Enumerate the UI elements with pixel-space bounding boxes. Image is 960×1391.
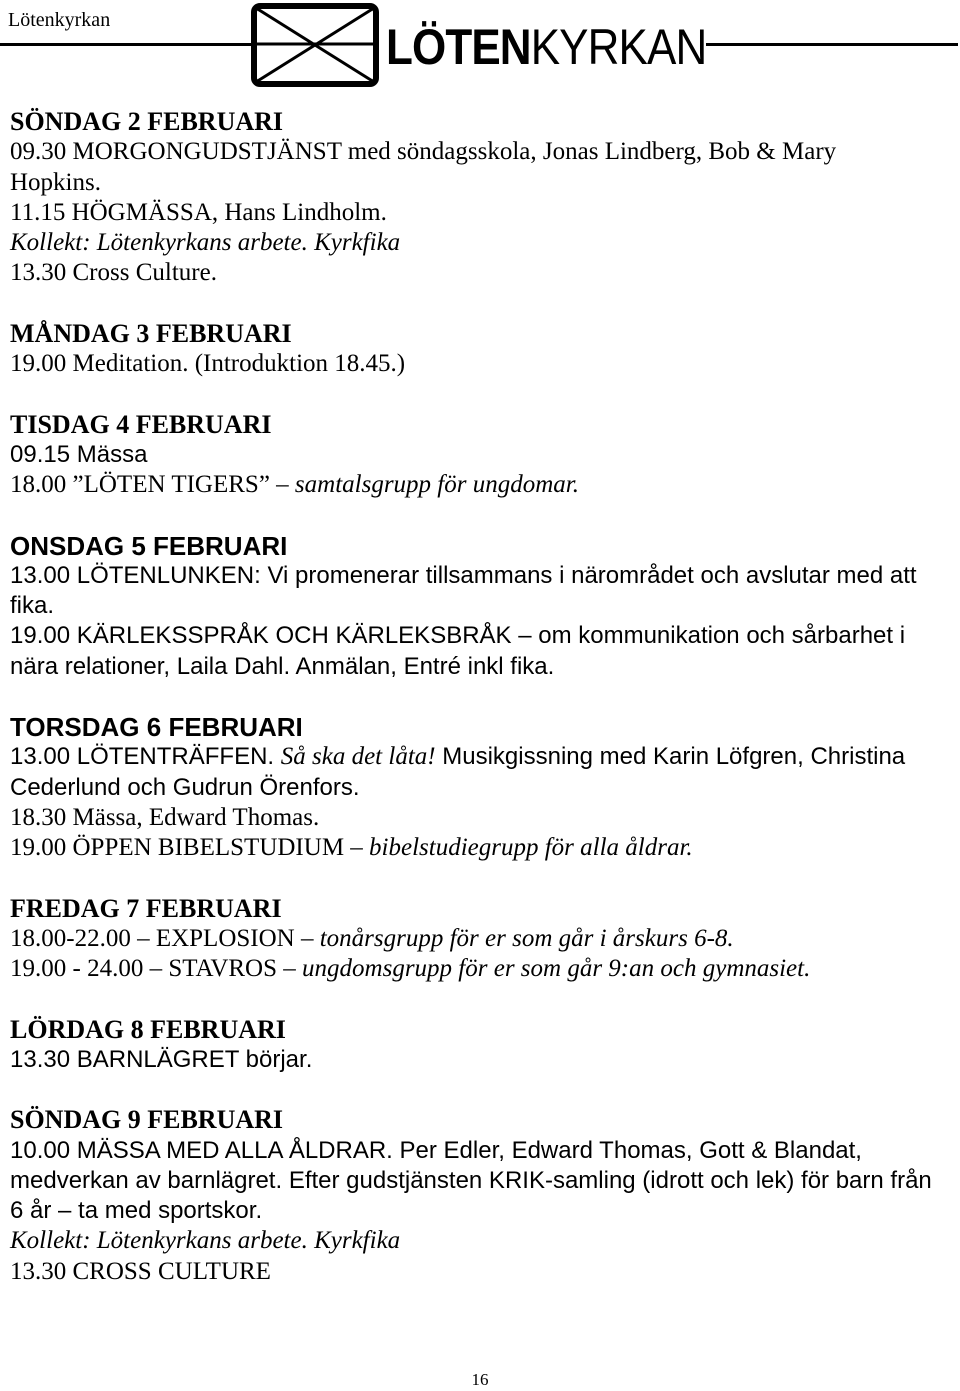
logo-text-bold: LÖTEN [386,19,531,75]
event-line: fika. [10,592,55,619]
event-line: 6 år – ta med sportskor. [10,1197,263,1224]
day-heading: LÖRDAG 8 FEBRUARI [10,1014,286,1044]
day-torsdag-6-februari [10,712,950,863]
event-line: 09.30 MORGONGUDSTJÄNST med söndagsskola, Jonas Lindberg, Bob & Mary [10,138,837,166]
day-heading: ONSDAG 5 FEBRUARI [10,530,288,561]
event-line: Hopkins. [10,168,101,196]
event-title: 18.00-22.00 – EXPLOSION – [10,924,320,952]
collection-note: Kollekt: Lötenkyrkans arbete. Kyrkfika [10,1227,401,1255]
event-title: 19.00 - 24.00 – STAVROS – [10,955,303,982]
day-tisdag-4-februari [10,410,950,501]
event-description: bibelstudiegrupp för alla åldrar. [369,834,693,861]
event-line: 18.30 Mässa, Edward Thomas. [10,803,320,831]
event-line: nära relationer, Laila Dahl. Anmälan, Entré inkl fika. [10,652,555,680]
day-heading: TISDAG 4 FEBRUARI [10,409,272,439]
running-header: Lötenkyrkan [8,9,111,31]
day-heading: MÅNDAG 3 FEBRUARI [10,318,292,348]
logo-wordmark [386,19,707,75]
calendar-content [10,107,950,1317]
event-line [10,833,950,863]
event-line [10,954,950,984]
day-sondag-9-februari [10,1105,950,1287]
event-line: 19.00 KÄRLEKSSPRÅK OCH KÄRLEKSBRÅK – om kommunikation och sårbarhet i [10,622,906,650]
header-rule-right [706,43,958,46]
event-title: 19.00 ÖPPEN BIBELSTUDIUM – [10,834,370,861]
page-number: 16 [471,1370,489,1389]
event-line: 09.15 Mässa [10,440,148,468]
logo-text-light: KYRKAN [530,19,707,75]
header-rule-left [0,43,252,46]
church-window-cross-icon [250,2,380,88]
event-line: medverkan av barnlägret. Efter gudstjänsten KRIK-samling (idrott och lek) för barn från [10,1166,932,1194]
event-line: 11.15 HÖGMÄSSA, Hans Lindholm. [10,198,387,226]
event-line [10,470,950,500]
event-line: 13.30 Cross Culture. [10,259,217,287]
day-heading: SÖNDAG 9 FEBRUARI [10,1105,284,1135]
day-mandag-3-februari [10,319,950,380]
day-onsdag-5-februari [10,531,950,682]
event-description: ungdomsgrupp för er som går 9:an och gymnasiet. [302,955,811,982]
day-sondag-2-februari [10,107,950,289]
day-heading: SÖNDAG 2 FEBRUARI [10,107,284,136]
day-fredag-7-februari [10,894,950,985]
event-title: 13.00 LÖTENTRÄFFEN. [10,743,281,771]
event-line: 10.00 MÄSSA MED ALLA ÅLDRAR. Per Edler, Edward Thomas, Gott & Blandat, [10,1136,862,1164]
event-line [10,924,950,954]
event-line: 13.30 BARNLÄGRET börjar. [10,1045,313,1073]
day-heading: FREDAG 7 FEBRUARI [10,893,282,923]
event-line: 13.00 LÖTENLUNKEN: Vi promenerar tillsammans i närområdet och avslutar med att [10,561,917,589]
collection-note: Kollekt: Lötenkyrkans arbete. Kyrkfika [10,229,401,256]
event-line [10,742,950,772]
event-title: 18.00 ”LÖTEN TIGERS” – [10,471,295,498]
day-lordag-8-februari [10,1015,950,1076]
event-line: 13.30 CROSS CULTURE [10,1257,271,1285]
day-heading: TORSDAG 6 FEBRUARI [10,712,303,742]
event-description: Musikgissning med Karin Löfgren, Christina [435,743,906,771]
event-line: Cederlund och Gudrun Örenfors. [10,773,360,801]
event-subtitle: Så ska det låta! [280,743,436,771]
event-description: samtalsgrupp för ungdomar. [294,471,579,498]
event-line: 19.00 Meditation. (Introduktion 18.45.) [10,350,406,377]
event-description: tonårsgrupp för er som går i årskurs 6-8. [319,924,734,952]
